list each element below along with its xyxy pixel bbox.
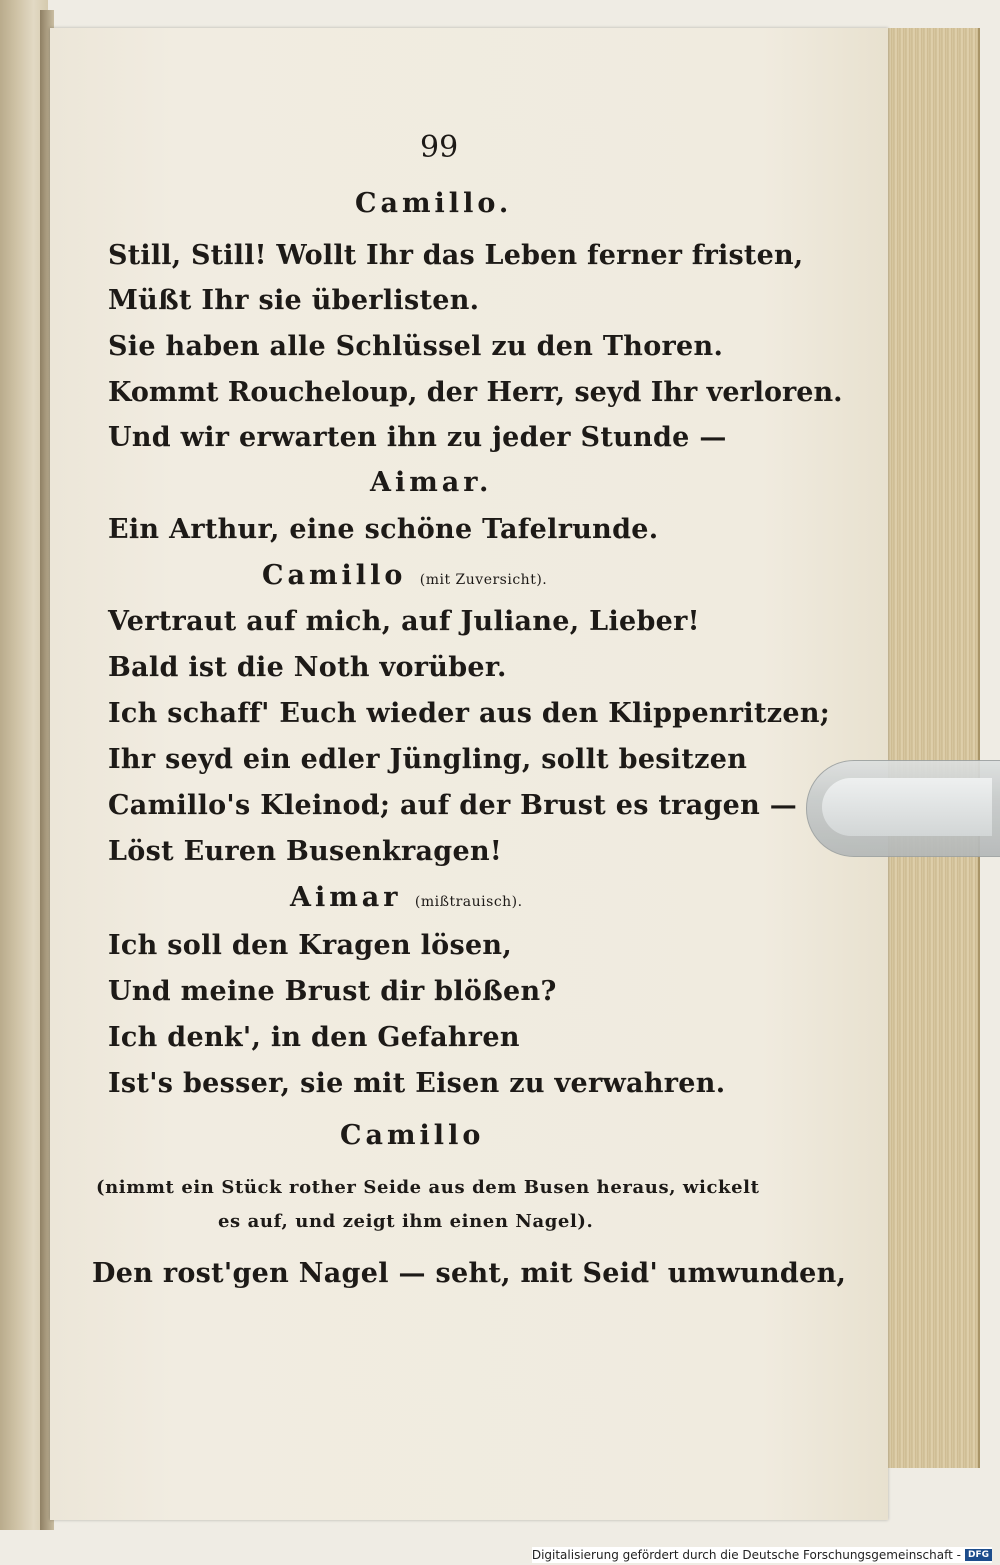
stage-direction: (mit Zuversicht). (419, 572, 548, 588)
verse-line: Bald ist die Noth vorüber. (108, 652, 507, 683)
verse-line: Ich soll den Kragen lösen, (108, 930, 513, 961)
speaker-camillo: Camillo (340, 1120, 485, 1151)
speaker-name: Aimar (290, 882, 402, 913)
page-clip-highlight (822, 778, 992, 836)
speaker-camillo (262, 560, 547, 591)
verse-line: Löst Euren Busenkragen! (108, 836, 503, 867)
speaker-name: Camillo (262, 560, 407, 591)
verse-line: Ihr seyd ein edler Jüngling, sollt besitzen (108, 744, 748, 775)
footer-credit (532, 1547, 992, 1563)
stage-direction: (mißtrauisch). (414, 894, 523, 910)
verse-line: Sie haben alle Schlüssel zu den Thoren. (108, 331, 724, 362)
verse-line: Vertraut auf mich, auf Juliane, Lieber! (108, 606, 700, 637)
verse-line: Still, Still! Wollt Ihr das Leben ferner fristen, (108, 240, 804, 271)
verse-line: Und wir erwarten ihn zu jeder Stunde — (108, 422, 727, 453)
stage-direction-line: es auf, und zeigt ihm einen Nagel). (218, 1211, 594, 1232)
verse-line: Ein Arthur, eine schöne Tafelrunde. (108, 514, 659, 545)
verse-line: Ist's besser, sie mit Eisen zu verwahren. (108, 1068, 726, 1099)
verse-line: Ich schaff' Euch wieder aus den Klippenritzen; (108, 698, 831, 729)
verse-line: Ich denk', in den Gefahren (108, 1022, 520, 1053)
page-stack-edge (880, 28, 980, 1468)
speaker-aimar (290, 882, 523, 913)
dfg-logo: DFG (965, 1549, 992, 1561)
verse-line: Camillo's Kleinod; auf der Brust es tragen — (108, 790, 798, 821)
footer-text: Digitalisierung gefördert durch die Deutsche Forschungsgemeinschaft - (531, 1548, 961, 1562)
speaker-aimar: Aimar. (370, 467, 493, 498)
verse-line: Und meine Brust dir blößen? (108, 976, 557, 1007)
verse-line: Müßt Ihr sie überlisten. (108, 285, 480, 316)
speaker-camillo: Camillo. (355, 188, 513, 219)
verse-line: Kommt Roucheloup, der Herr, seyd Ihr verloren. (108, 377, 843, 408)
verse-line: Den rost'gen Nagel — seht, mit Seid' umwunden, (92, 1258, 847, 1289)
page-number: 99 (420, 130, 459, 165)
stage-direction-line: (nimmt ein Stück rother Seide aus dem Busen heraus, wickelt (96, 1177, 760, 1198)
